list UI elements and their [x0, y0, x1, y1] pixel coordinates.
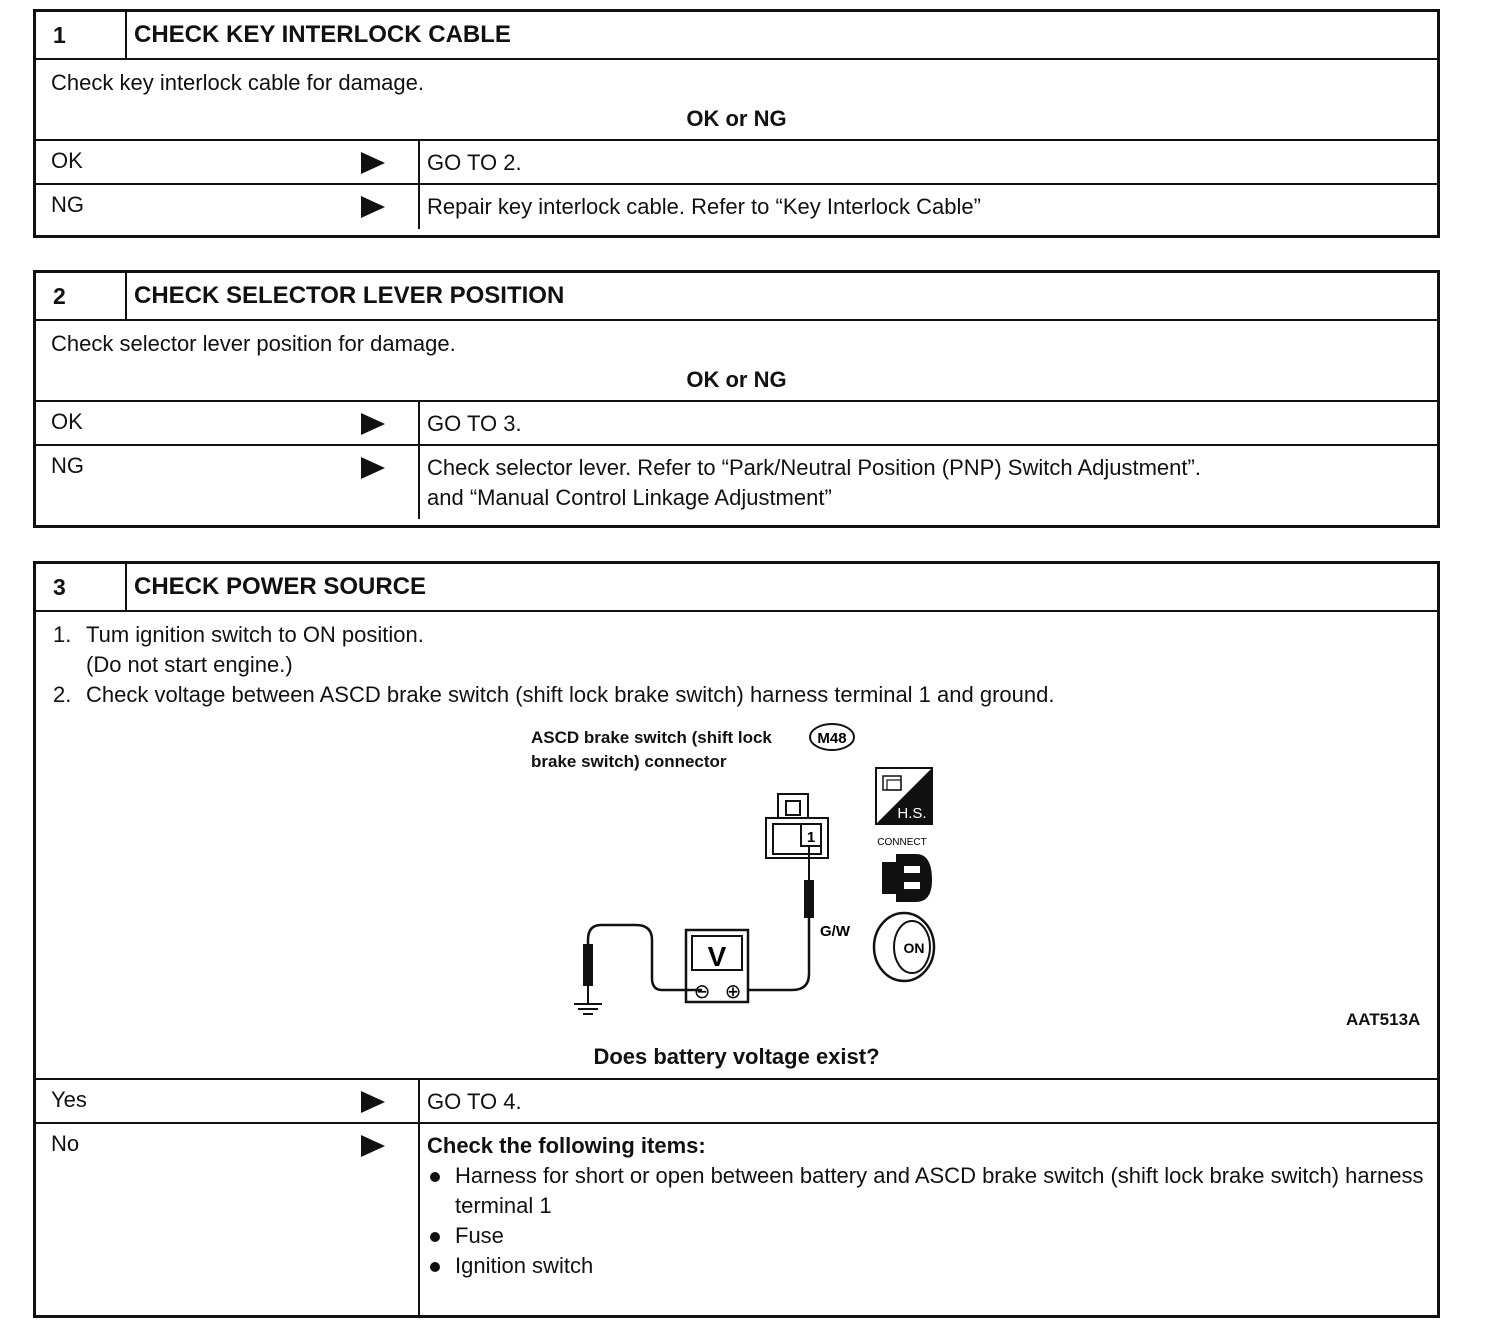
minus-terminal: ⊖ [693, 979, 711, 1003]
voltmeter-icon [686, 930, 748, 1003]
step-question: Does battery voltage exist? [593, 1044, 880, 1069]
result-label: NG [51, 192, 84, 217]
arrow-right-icon [361, 152, 385, 174]
check-item: Fuse [427, 1221, 1427, 1251]
key-on-label: ON [903, 940, 925, 956]
instruction-item [51, 680, 1423, 710]
step-header [36, 12, 1437, 60]
step-3-box [33, 561, 1440, 1318]
result-row-ng [36, 183, 1437, 229]
connector-label-line: brake switch) connector [531, 752, 727, 771]
step-header [36, 564, 1437, 612]
step-number: 3 [36, 564, 127, 610]
connector-id: M48 [817, 730, 847, 747]
result-row-yes [36, 1078, 1437, 1122]
result-label: OK [51, 409, 83, 434]
arrow-right-icon [361, 413, 385, 435]
step-number: 1 [36, 12, 127, 58]
result-label: No [51, 1131, 80, 1156]
check-item: Ignition switch [427, 1251, 1427, 1281]
probe-ground [574, 925, 702, 1014]
connect-label: CONNECT [877, 837, 927, 848]
step-2-box [33, 270, 1440, 528]
result-row-ok [36, 139, 1437, 183]
connector-id-badge [810, 724, 854, 750]
result-action [420, 446, 1437, 519]
result-label: Yes [51, 1087, 87, 1112]
instruction-line: Check voltage between ASCD brake switch (shift lock brake switch) harness terminal 1 and ground. [86, 682, 1055, 707]
result-action: GO TO 2. [427, 150, 522, 175]
step-header [36, 273, 1437, 321]
wiring-diagram-graphic [36, 710, 1436, 1050]
result-action [420, 1124, 1437, 1318]
step-instruction: Check selector lever position for damage. [51, 331, 456, 356]
result-action: GO TO 4. [427, 1089, 522, 1114]
result-row-no [36, 1122, 1437, 1318]
harness-side-icon [876, 768, 932, 824]
instruction-item [51, 620, 1423, 680]
step-question: OK or NG [686, 106, 787, 131]
ignition-key-icon [874, 913, 934, 981]
figure-id: AAT513A [1346, 1010, 1421, 1029]
hs-label: H.S. [897, 805, 927, 822]
check-item: Harness for short or open between battery and ASCD brake switch (shift lock brake switch) harness terminal 1 [427, 1161, 1427, 1221]
result-action-line: Check selector lever. Refer to “Park/Neutral Position (PNP) Switch Adjustment”. [427, 455, 1201, 480]
wire-color-label: G/W [820, 923, 850, 940]
check-items-list [427, 1161, 1427, 1281]
check-items-title: Check the following items: [427, 1133, 706, 1158]
connector-icon [766, 794, 828, 858]
step-number: 2 [36, 273, 127, 319]
step-question: OK or NG [686, 367, 787, 392]
result-label: OK [51, 148, 83, 173]
result-row-ng [36, 444, 1437, 519]
result-row-ok [36, 400, 1437, 444]
step-instruction: Check key interlock cable for damage. [51, 70, 424, 95]
instruction-line: (Do not start engine.) [86, 652, 293, 677]
step-title: CHECK SELECTOR LEVER POSITION [134, 282, 565, 309]
instruction-number: 2. [53, 682, 72, 707]
terminal-number: 1 [806, 829, 816, 846]
connect-icon [882, 854, 932, 902]
connector-label-line: ASCD brake switch (shift lock [531, 728, 772, 747]
step-title: CHECK KEY INTERLOCK CABLE [134, 21, 511, 48]
arrow-right-icon [361, 196, 385, 218]
result-action: GO TO 3. [427, 411, 522, 436]
arrow-right-icon [361, 1091, 385, 1113]
step-title: CHECK POWER SOURCE [134, 573, 427, 600]
arrow-right-icon [361, 1135, 385, 1157]
step-instructions [36, 612, 1437, 710]
meter-symbol: V [707, 941, 727, 972]
instruction-line: Tum ignition switch to ON position. [86, 622, 424, 647]
arrow-right-icon [361, 457, 385, 479]
wiring-diagram [36, 710, 1437, 1050]
result-label: NG [51, 453, 84, 478]
step-1-box [33, 9, 1440, 238]
instruction-number: 1. [53, 622, 72, 647]
plus-terminal: ⊕ [724, 979, 742, 1003]
result-action-line: and “Manual Control Linkage Adjustment” [427, 485, 832, 510]
result-action: Repair key interlock cable. Refer to “Key Interlock Cable” [427, 194, 981, 219]
